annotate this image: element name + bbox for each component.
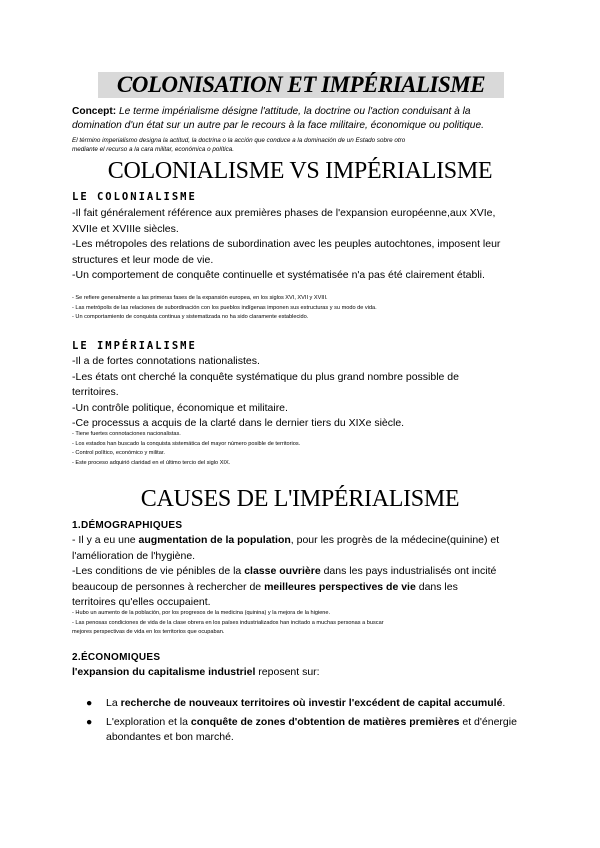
economiques-intro — [72, 665, 532, 681]
translation-line: - Control político, económico y militar. — [72, 450, 165, 456]
text-line: -Il a de fortes connotations nationalistes. — [72, 355, 260, 367]
text-bold: augmentation de la population — [138, 534, 291, 546]
text-run: dans les pays industrialisés ont incité — [320, 565, 497, 577]
translation-line: - Este proceso adquirió claridad en el último tercio del siglo XIX. — [72, 459, 231, 466]
text-run: . — [502, 697, 506, 709]
text-line: l'amélioration de l'hygiène. — [72, 549, 196, 562]
text-run: reposent sur: — [255, 666, 320, 678]
text-bold: recherche de nouveaux territoires où investir l'excédent de capital accumulé — [120, 697, 503, 709]
list-item — [86, 715, 526, 746]
concept-es-line-2: mediante el recurso a la cara militar, económica o política. — [72, 145, 235, 153]
page-title: COLONISATION ET IMPÉRIALISME — [98, 72, 504, 98]
translation-line: - Un comportamiento de conquista continua y sistematizada no ha sido claramente establecido. — [72, 314, 309, 320]
text-run: dans les — [415, 580, 458, 593]
text-run: La — [106, 697, 121, 709]
translation-line: - Tiene fuertes connotaciones nacionalistas. — [72, 431, 181, 437]
bullet-icon: ● — [86, 697, 93, 709]
subheading-economiques: 2.ÉCONOMIQUES — [72, 652, 161, 663]
translation-line: mejores perspectivas de vida en los territorios que ocupaban. — [72, 629, 225, 635]
text-line — [72, 564, 532, 580]
text-run: et d'énergie abondantes et bon marché. — [106, 715, 517, 743]
translation-line: - Las metrópolis de las relaciones de subordinación con los pueblos indígenas imponen sus estructuras y su modo de vida. — [72, 304, 377, 311]
text-line: -Il fait généralement référence aux premières phases de l'expansion européenne,aux XVIe, — [72, 207, 496, 219]
text-line: -Un comportement de conquête continuelle et systématisée n'a pas été clairement établi. — [72, 269, 485, 281]
text-line: territoires. — [72, 386, 119, 398]
text-run: L'exploration et la — [106, 715, 191, 728]
text-line: -Les états ont cherché la conquête systématique du plus grand nombre possible de — [72, 370, 459, 383]
text-run: beaucoup de personnes à rechercher de — [72, 580, 265, 593]
list-item — [86, 696, 526, 712]
colonialisme-text — [72, 206, 532, 284]
text-line — [72, 533, 532, 549]
translation-line: - Los estados han buscado la conquista sistemática del mayor número posible de territorios. — [72, 440, 301, 447]
text-bold: conquête de zones d'obtention de matières premières — [190, 715, 460, 728]
demographiques-translation — [72, 609, 542, 638]
text-run: , pour les progrès de la médecine(quinine) et — [290, 534, 500, 546]
translation-line: - Hubo un aumento de la población, por los progresos de la medicina (quinina) y la mejora de la higiene. — [72, 610, 331, 616]
text-line: -Les métropoles des relations de subordination avec les peuples autochtones, imposent leur — [72, 238, 501, 250]
text-bold: l'expansion du capitalisme industriel — [72, 666, 256, 678]
text-run: - Il y a eu une — [72, 534, 139, 546]
text-line: -Ce processus a acquis de la clarté dans le dernier tiers du XIXe siècle. — [72, 417, 405, 429]
subheading-colonialisme: LE COLONIALISME — [72, 191, 197, 203]
translation-line: - Se refiere generalmente a las primeras fases de la expansión europea, en los siglos XVI, XVII y XVIII. — [72, 295, 328, 301]
subheading-demographiques: 1.DÉMOGRAPHIQUES — [72, 520, 183, 531]
text-run: -Les conditions de vie pénibles de la — [72, 565, 245, 577]
text-line: -Un contrôle politique, économique et militaire. — [72, 401, 288, 414]
subheading-imperialisme: LE IMPÉRIALISME — [72, 340, 197, 352]
text-line: XVIIe et XVIIIe siècles. — [72, 222, 179, 235]
concept-text-line-2: domination d'un état sur un autre par le recours à la face militaire, économique ou politique. — [72, 119, 484, 131]
text-line — [72, 665, 532, 681]
concept-text-line-1: Le terme impérialisme désigne l'attitude, la doctrine ou l'action conduisant à la — [116, 106, 471, 117]
colonialisme-translation — [72, 294, 542, 323]
text-bold: meilleures perspectives de vie — [264, 580, 416, 593]
concept-es-line-1: El término imperialismo designa la actitud, la doctrina o la acción que conduce a la dominación de un Estado sobre otro — [72, 137, 406, 144]
heading-colonialisme-vs-imperialisme: COLONIALISME VS IMPÉRIALISME — [107, 158, 493, 184]
concept-definition — [72, 105, 532, 132]
concept-translation — [72, 137, 532, 154]
heading-causes: CAUSES DE L'IMPÉRIALISME — [140, 486, 460, 512]
demographiques-text — [72, 533, 532, 611]
imperialisme-text — [72, 354, 532, 432]
text-line: territoires qu'elles occupaient. — [72, 596, 211, 608]
text-line: structures et leur mode de vie. — [72, 253, 214, 266]
text-line — [72, 580, 532, 596]
bullet-icon: ● — [86, 715, 93, 728]
text-bold: classe ouvrière — [244, 565, 321, 577]
concept-label: Concept: — [72, 106, 117, 117]
economiques-bullet-list — [86, 696, 526, 749]
imperialisme-translation — [72, 430, 542, 468]
translation-line: - Las penosas condiciones de vida de la clase obrera en los países industrializados han incitado a muchas personas a buscar — [72, 619, 384, 626]
